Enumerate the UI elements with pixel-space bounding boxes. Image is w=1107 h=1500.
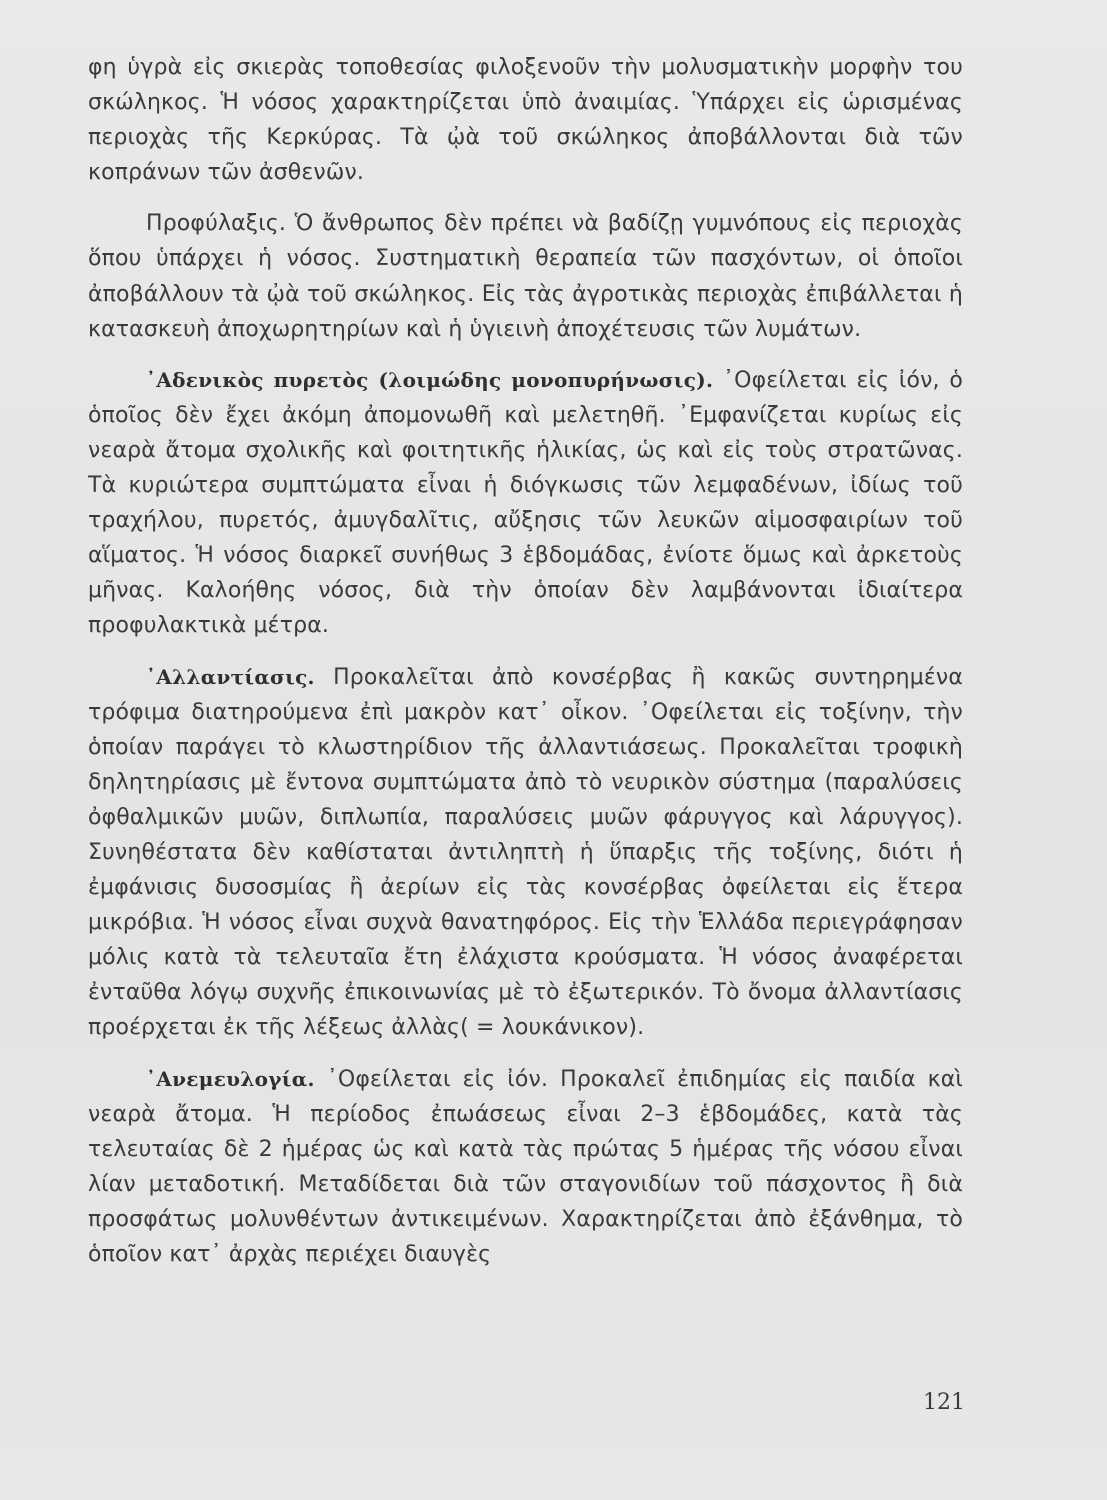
entry-term: ᾿Αλλαντίασις. [146,664,315,689]
paragraph-text: φη ὑγρὰ εἰς σκιερὰς τοποθεσίας φιλοξενοῦν τὴν μολυσματικὴν μορφὴν του σκώληκος. Ἡ νόσος χαρακτηρίζεται ὑπὸ ἀναιμίας. Ὑπάρχει εἰς ὡρισμένας περιοχὰς τῆς Κερκύρας. Τὰ ᾠὰ τοῦ σκώληκος ἀποβάλλονται διὰ τῶν κοπράνων τῶν ἀσθενῶν. [88,55,963,186]
paragraph-text: ᾿Οφείλεται εἰς ἰόν. Προκαλεῖ ἐπιδημίας εἰς παιδία καὶ νεαρὰ ἄτομα. Ἡ περίοδος ἐπωάσεως εἶναι 2–3 ἑβδομάδες, κατὰ τὰς τελευταίας δὲ 2 ἡμέρας ὡς καὶ κατὰ τὰς πρώτας 5 ἡμέρας τῆς νόσου εἶναι λίαν μεταδοτική. Μεταδίδεται διὰ τῶν σταγονιδίων τοῦ πάσχοντος ἢ διὰ προσφάτως μολυνθέντων ἀντικειμένων. Χαρακτηρίζεται ἀπὸ ἐξάνθημα, τὸ ὁποῖον κατ᾿ ἀρχὰς περιέχει διαυγὲς [88,1066,963,1267]
paragraph-text: Προφύλαξις. Ὁ ἄνθρωπος δὲν πρέπει νὰ βαδίζῃ γυμνόπους εἰς περιοχὰς ὅπου ὑπάρχει ἡ νόσος. Συστηματικὴ θεραπεία τῶν πασχόντων, οἱ ὁποῖοι ἀποβάλλουν τὰ ᾠὰ τοῦ σκώληκος. Εἰς τὰς ἀγροτικὰς περιοχὰς ἐπιβάλλεται ἡ κατασκευὴ ἀποχωρητηρίων καὶ ἡ ὑγιεινὴ ἀποχέτευσις τῶν λυμάτων. [88,211,963,342]
paragraph-text: Προκαλεῖται ἀπὸ κονσέρβας ἢ κακῶς συντηρημένα τρόφιμα διατηρούμενα ἐπὶ μακρὸν κατ᾿ οἶκον. ᾿Οφείλεται εἰς τοξίνην, τὴν ὁποίαν παράγει τὸ κλωστηρίδιον τῆς ἀλλαντιάσεως. Προκαλεῖται τροφικὴ δηλητηρίασις μὲ ἔντονα συμπτώματα ἀπὸ τὸ νευρικὸν σύστημα (παραλύσεις ὀφθαλμικῶν μυῶν, διπλωπία, παραλύσεις μυῶν φάρυγγος καὶ λάρυγγος). Συνηθέστατα δὲν καθίσταται ἀντιληπτὴ ἡ ὕπαρξις τῆς τοξίνης, διότι ἡ ἐμφάνισις δυσοσμίας ἢ ἀερίων εἰς τὰς κονσέρβας ὀφείλεται εἰς ἕτερα μικρόβια. Ἡ νόσος εἶναι συχνὰ θανατηφόρος. Εἰς τὴν Ἑλλάδα περιεγράφησαν μόλις κατὰ τὰ τελευταῖα ἔτη ἐλάχιστα κρούσματα. Ἡ νόσος ἀναφέρεται ἐνταῦθα λόγῳ συχνῆς ἐπικοινωνίας μὲ τὸ ἐξωτερικόν. Τὸ ὄνομα ἀλλαντίασις προέρχεται ἐκ τῆς λέξεως ἀλλὰς( = λουκάνικον). [88,664,963,1041]
paragraph-glandular-fever [88,363,963,644]
page-number: 121 [923,1390,965,1415]
entry-term: ᾿Αδενικὸς πυρετὸς (λοιμώδης μονοπυρήνωσις). [146,367,714,392]
body-text [88,50,963,1272]
paragraph-prophylaxis [88,206,963,346]
paragraph-botulism [88,660,963,1046]
paragraph-chickenpox [88,1062,963,1273]
paragraph-text: ᾿Οφείλεται εἰς ἰόν, ὁ ὁποῖος δὲν ἔχει ἀκόμη ἀπομονωθῆ καὶ μελετηθῆ. ᾿Εμφανίζεται κυρίως εἰς νεαρὰ ἄτομα σχολικῆς καὶ φοιτητικῆς ἡλικίας, ὡς καὶ εἰς τοὺς στρατῶνας. Τὰ κυριώτερα συμπτώματα εἶναι ἡ διόγκωσις τῶν λεμφαδένων, ἰδίως τοῦ τραχήλου, πυρετός, ἀμυγδαλῖτις, αὔξησις τῶν λευκῶν αἱμοσφαιρίων τοῦ αἵματος. Ἡ νόσος διαρκεῖ συνήθως 3 ἑβδομάδας, ἐνίοτε ὅμως καὶ ἀρκετοὺς μῆνας. Καλοήθης νόσος, διὰ τὴν ὁποίαν δὲν λαμβάνονται ἰδιαίτερα προφυλακτικὰ μέτρα. [88,367,963,639]
paragraph-continued [88,50,963,190]
entry-term: ᾿Ανεμευλογία. [146,1066,315,1091]
